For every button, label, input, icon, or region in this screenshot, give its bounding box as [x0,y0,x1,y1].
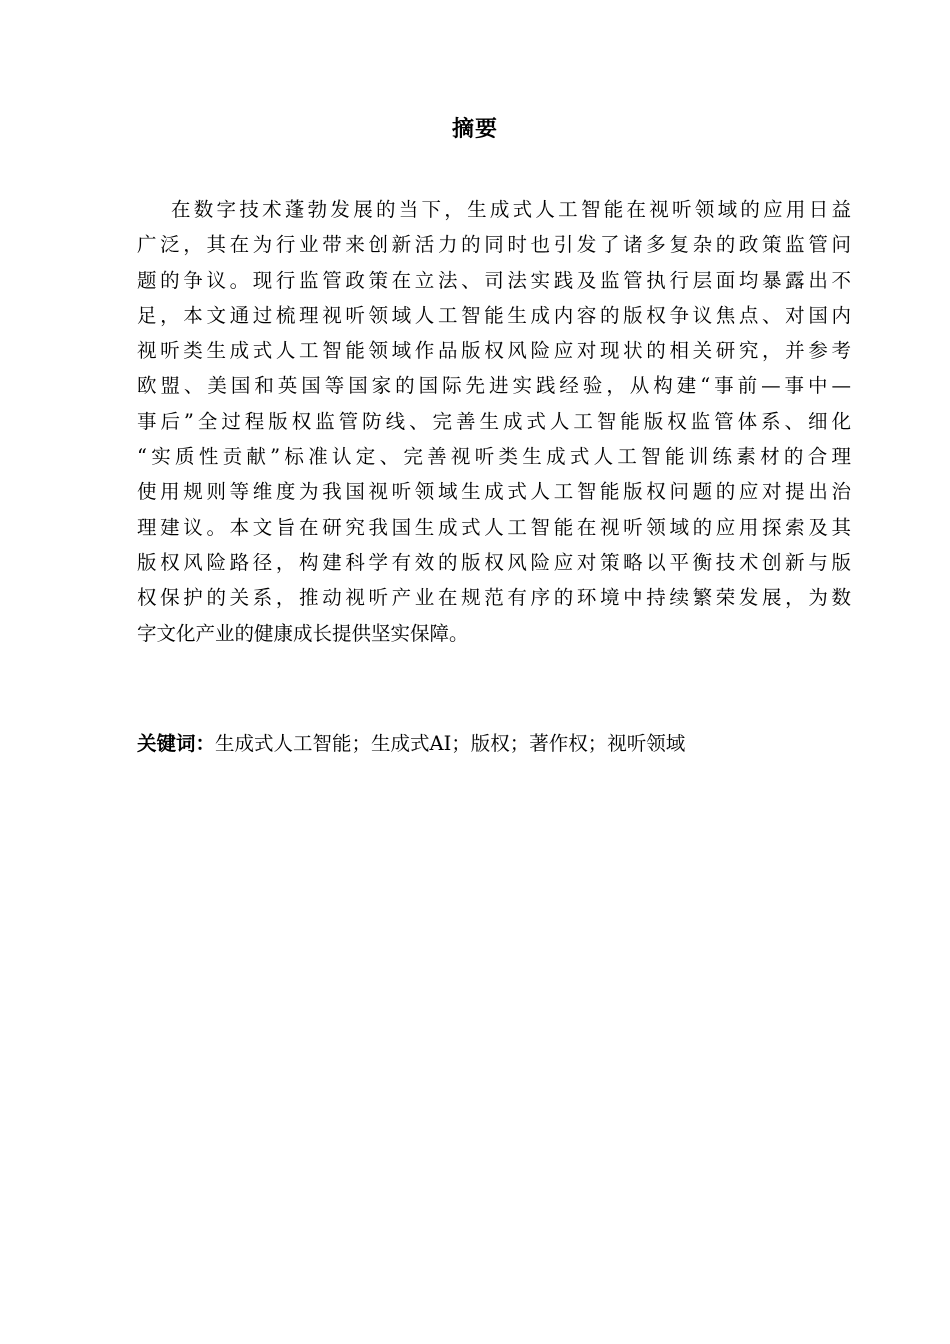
abstract-line: 题的争议。现行监管政策在立法、司法实践及监管执行层面均暴露出不 [137,268,851,292]
abstract-line: 字文化产业的健康成长提供坚实保障。 [137,621,469,645]
keywords-row [137,728,851,760]
abstract-line: 事后”全过程版权监管防线、完善生成式人工智能版权监管体系、细化 [137,409,851,433]
keywords-text: 生成式人工智能；生成式AI；版权；著作权；视听领域 [215,732,686,755]
abstract-line: 广泛，其在为行业带来创新活力的同时也引发了诸多复杂的政策监管问 [137,233,851,257]
abstract-line: 在数字技术蓬勃发展的当下，生成式人工智能在视听领域的应用日益 [171,198,851,221]
abstract-title: 摘要 [451,117,498,142]
abstract-line: 版权风险路径，构建科学有效的版权风险应对策略以平衡技术创新与版 [137,550,851,574]
abstract-line: 欧盟、美国和英国等国家的国际先进实践经验，从构建“事前—事中— [137,374,851,398]
keywords-label: 关键词： [137,732,216,755]
abstract-line: “实质性贡献”标准认定、完善视听类生成式人工智能训练素材的合理 [137,445,851,469]
abstract-body [137,192,851,651]
abstract-line: 使用规则等维度为我国视听领域生成式人工智能版权问题的应对提出治 [137,480,851,504]
abstract-line: 权保护的关系，推动视听产业在规范有序的环境中持续繁荣发展，为数 [137,586,851,610]
abstract-line: 足，本文通过梳理视听领域人工智能生成内容的版权争议焦点、对国内 [137,303,851,327]
abstract-line: 视听类生成式人工智能领域作品版权风险应对现状的相关研究，并参考 [137,339,851,363]
abstract-line: 理建议。本文旨在研究我国生成式人工智能在视听领域的应用探索及其 [137,515,851,539]
